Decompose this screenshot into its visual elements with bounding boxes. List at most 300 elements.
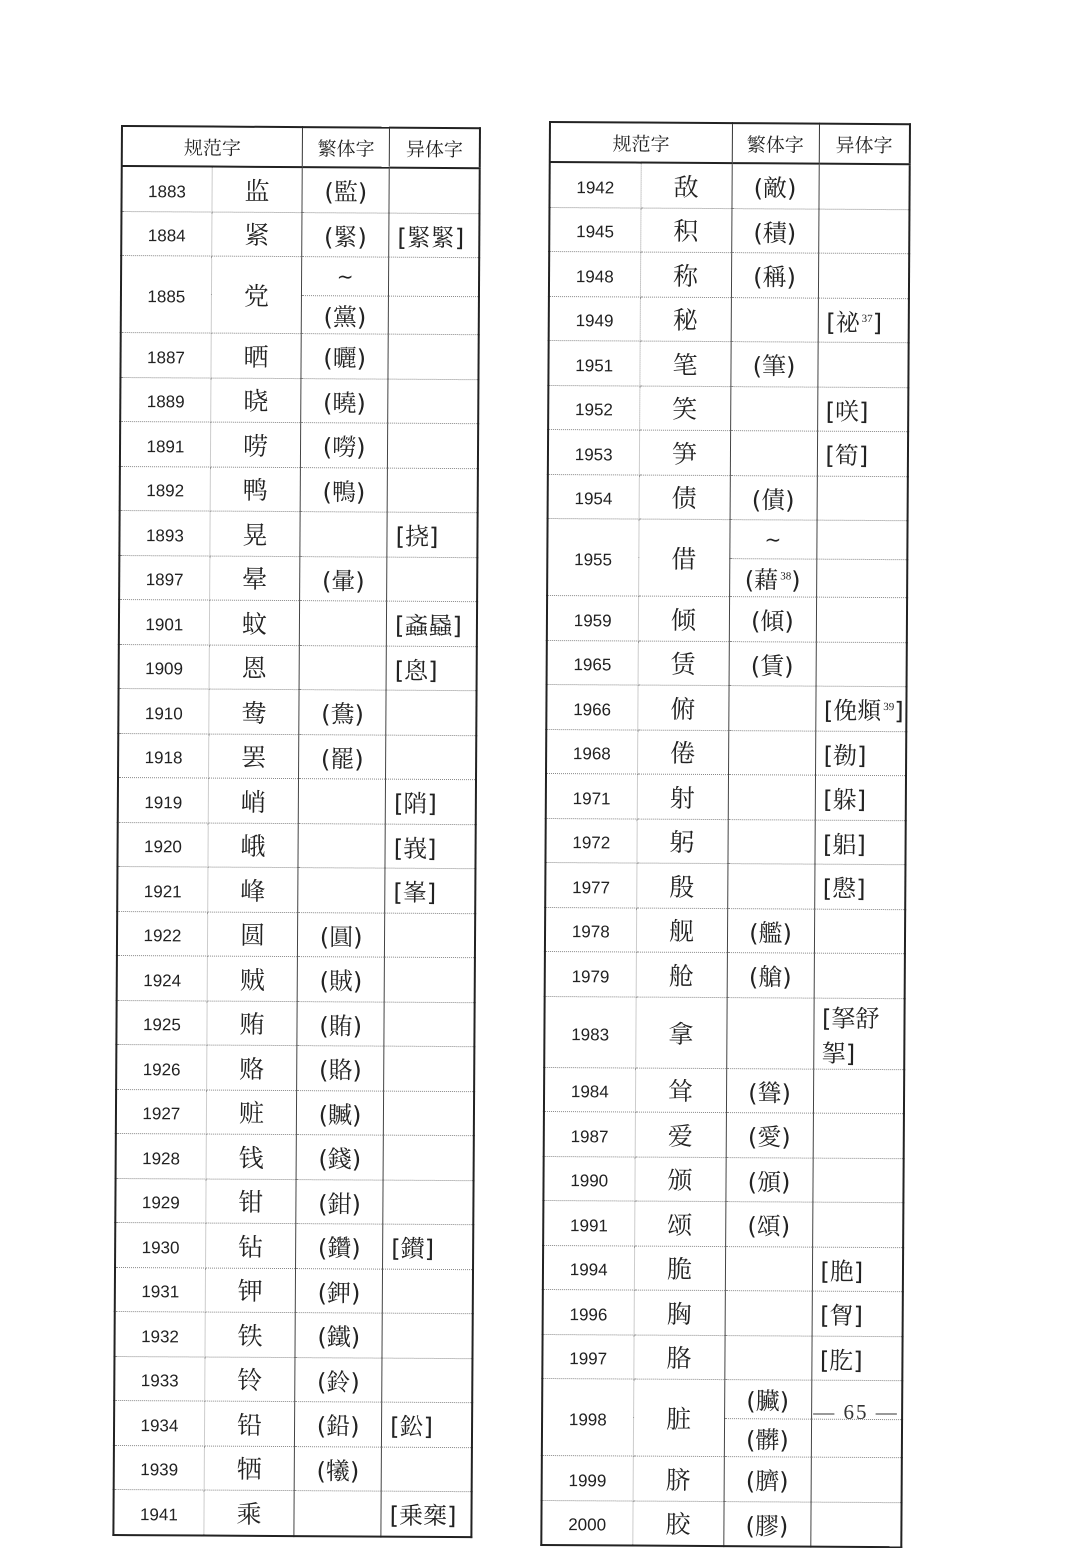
variant-chars	[383, 1180, 474, 1225]
character-table-left	[112, 125, 481, 1538]
variant-chars: [緊緊]	[389, 213, 480, 258]
entry-number: 1921	[117, 866, 208, 911]
standard-char: 笑	[639, 386, 730, 431]
traditional-char	[728, 686, 815, 731]
traditional-char	[728, 775, 815, 820]
standard-char: 赃	[206, 1090, 297, 1135]
variant-chars: [脃]	[812, 1247, 903, 1292]
entry-number: 1996	[543, 1289, 634, 1334]
entry-number: 1930	[115, 1222, 206, 1267]
table-row	[548, 385, 908, 432]
standard-char: 晕	[209, 556, 300, 601]
traditional-char: (頌)	[725, 1202, 812, 1247]
cell-text: [祕	[826, 308, 860, 337]
table-body-left	[113, 166, 479, 1537]
standard-char: 胸	[634, 1290, 725, 1335]
variant-chars	[812, 1202, 903, 1247]
entry-number: 1918	[118, 733, 209, 778]
standard-char: 脐	[633, 1456, 724, 1501]
table-row	[114, 1400, 472, 1447]
variant-chars: [胷]	[812, 1291, 903, 1336]
traditional-char	[299, 645, 386, 690]
traditional-char: (稱)	[731, 253, 818, 298]
traditional-char: (鉛)	[295, 1402, 382, 1447]
entry-number: 1968	[546, 729, 637, 774]
header-variant: 异体字	[819, 124, 910, 165]
header-traditional: 繁体字	[302, 127, 389, 168]
table-row	[549, 252, 909, 299]
table-row	[549, 296, 909, 343]
variant-chars	[388, 334, 479, 379]
traditional-char: (鑽)	[296, 1224, 383, 1269]
variant-chars: [螡蟁]	[386, 601, 477, 646]
variant-chars	[384, 1046, 475, 1091]
table-body-right	[541, 162, 909, 1547]
traditional-char: (積)	[731, 208, 818, 253]
standard-char: 赁	[638, 641, 729, 686]
traditional-char	[729, 558, 816, 597]
standard-char: 舱	[636, 952, 727, 997]
variant-chars	[381, 1447, 472, 1492]
variant-chars	[810, 1502, 901, 1548]
variant-chars	[382, 1313, 473, 1358]
traditional-char: (鉀)	[295, 1268, 382, 1313]
traditional-char: ~	[302, 257, 389, 296]
variant-chars: [恖]	[386, 646, 477, 691]
variant-chars: [躲]	[815, 775, 906, 820]
table-row	[120, 377, 478, 424]
standard-char: 贿	[207, 1001, 298, 1046]
standard-char: 钾	[205, 1268, 296, 1313]
standard-char: 圆	[207, 912, 298, 957]
standard-char: 牺	[204, 1446, 295, 1491]
entry-number: 1929	[115, 1178, 206, 1223]
traditional-char: (鴦)	[299, 690, 386, 735]
variant-chars	[817, 476, 908, 521]
traditional-char	[725, 1291, 812, 1336]
standard-char: 脏	[633, 1379, 724, 1457]
entry-number: 1884	[121, 211, 212, 256]
variant-chars	[382, 1358, 473, 1403]
table-row	[116, 1133, 474, 1180]
table-row	[114, 1356, 472, 1403]
traditional-char: (鐵)	[295, 1313, 382, 1358]
table-row	[118, 777, 476, 824]
entry-number: 1954	[548, 474, 639, 519]
entry-number: 1922	[117, 911, 208, 956]
variant-chars: [峯]	[385, 868, 476, 913]
page-number: — 65 —	[813, 1400, 899, 1424]
variant-chars	[813, 1069, 904, 1114]
header-variant: 异体字	[389, 128, 480, 169]
standard-char: 倦	[637, 730, 728, 775]
standard-char: 监	[212, 167, 303, 213]
table-row	[544, 996, 904, 1069]
standard-char: 俯	[637, 685, 728, 730]
cell-text: (藉	[744, 565, 779, 595]
traditional-char: (髒)	[724, 1418, 811, 1457]
standard-char: 颂	[634, 1201, 725, 1246]
entry-number: 1948	[549, 252, 640, 297]
standard-char: 赂	[206, 1045, 297, 1090]
variant-chars: [筍]	[817, 431, 908, 476]
standard-char: 射	[637, 774, 728, 819]
variant-chars	[816, 597, 907, 642]
standard-char: 鸭	[210, 467, 301, 512]
traditional-char	[726, 997, 813, 1069]
traditional-char: (頒)	[725, 1157, 812, 1202]
table-row	[120, 422, 478, 469]
standard-char: 蚊	[209, 600, 300, 645]
traditional-char: (臍)	[724, 1457, 811, 1502]
table-row	[546, 729, 906, 776]
variant-chars	[383, 1135, 474, 1180]
entry-number: 1885	[121, 256, 212, 334]
table-header	[550, 122, 910, 164]
variant-chars	[384, 1002, 475, 1047]
standard-char: 躬	[636, 819, 727, 864]
variant-chars	[814, 909, 905, 954]
table-row	[121, 256, 479, 297]
table-row	[116, 1089, 474, 1136]
traditional-char	[298, 779, 385, 824]
entry-number: 1925	[116, 1000, 207, 1045]
variant-chars	[818, 298, 909, 343]
footnote-marker: 38	[780, 570, 792, 583]
table-row	[544, 1111, 904, 1158]
traditional-char	[298, 823, 385, 868]
table-row	[547, 518, 907, 559]
table-row	[548, 341, 908, 388]
variant-chars	[816, 520, 907, 559]
entry-number: 1910	[118, 688, 209, 733]
standard-char: 峰	[208, 867, 299, 912]
table-row	[543, 1289, 903, 1336]
entry-number: 1883	[121, 166, 212, 212]
traditional-char: ~	[729, 520, 816, 559]
entry-number: 1972	[545, 818, 636, 863]
table-row	[120, 466, 478, 513]
standard-char: 钻	[205, 1223, 296, 1268]
table-row	[543, 1200, 903, 1247]
traditional-char: (聳)	[726, 1068, 813, 1113]
variant-chars	[388, 296, 479, 335]
traditional-char: (臟)	[724, 1380, 811, 1419]
standard-char: 钳	[206, 1179, 297, 1224]
table-row	[121, 211, 479, 258]
table-row	[115, 1222, 473, 1269]
traditional-char: (鴨)	[300, 467, 387, 512]
footnote-marker: 37	[861, 312, 873, 325]
traditional-char: (賄)	[297, 1001, 384, 1046]
variant-chars	[382, 1269, 473, 1314]
variant-chars	[818, 164, 909, 210]
table-row	[119, 599, 477, 646]
entry-number: 1966	[546, 684, 637, 729]
standard-char: 峭	[208, 778, 299, 823]
traditional-char	[730, 431, 817, 476]
traditional-char: (鉗)	[296, 1179, 383, 1224]
variant-chars: [乗椉]	[389, 1501, 457, 1531]
variant-chars	[384, 957, 475, 1002]
standard-char: 舰	[636, 908, 727, 953]
traditional-char: (黨)	[301, 295, 388, 334]
variant-chars: [肐]	[811, 1336, 902, 1381]
character-table-right	[540, 121, 911, 1548]
traditional-char: (曉)	[301, 378, 388, 423]
table-row	[116, 1000, 474, 1047]
table-row	[114, 1311, 472, 1358]
entry-number: 1983	[544, 996, 635, 1068]
entry-number: 1897	[119, 555, 210, 600]
table-row	[543, 1245, 903, 1292]
table-row	[119, 510, 477, 557]
table-row	[115, 1178, 473, 1225]
standard-char: 秘	[640, 297, 731, 342]
table-row	[119, 644, 477, 691]
table-row	[542, 1334, 902, 1381]
entry-number: 1928	[116, 1133, 207, 1178]
standard-char: 党	[211, 256, 302, 334]
table-row	[542, 1455, 902, 1502]
variant-chars: [咲]	[817, 387, 908, 432]
table-row	[541, 1500, 901, 1547]
table-row	[547, 640, 907, 687]
traditional-char: (贓)	[296, 1090, 383, 1135]
standard-char: 殷	[636, 863, 727, 908]
entry-number: 1920	[117, 822, 208, 867]
table-row	[547, 595, 907, 642]
traditional-char	[294, 1491, 381, 1537]
standard-char: 拿	[635, 997, 726, 1069]
header-standard: 规范字	[550, 122, 732, 163]
variant-chars	[811, 1457, 902, 1502]
footnote-marker: 39	[883, 701, 895, 714]
traditional-char: (艙)	[727, 953, 814, 998]
standard-char: 晒	[211, 333, 302, 378]
traditional-char	[725, 1246, 812, 1291]
standard-char: 脆	[634, 1246, 725, 1291]
traditional-char: (膠)	[723, 1501, 810, 1547]
entry-number: 1978	[545, 907, 636, 952]
entry-number: 2000	[541, 1500, 632, 1546]
variant-chars	[816, 559, 907, 598]
traditional-char: (傾)	[729, 597, 816, 642]
entry-number: 1994	[543, 1245, 634, 1290]
variant-chars	[815, 686, 906, 731]
table-row	[117, 955, 475, 1002]
traditional-char	[728, 730, 815, 775]
table-header	[122, 126, 480, 168]
traditional-char	[730, 386, 817, 431]
variant-chars	[385, 913, 476, 958]
standard-char: 敌	[640, 163, 731, 209]
variant-chars: [鈆]	[382, 1402, 473, 1447]
entry-number: 1901	[119, 599, 210, 644]
standard-char: 鸯	[209, 689, 300, 734]
standard-char: 胶	[632, 1501, 723, 1547]
traditional-char: (嘮)	[301, 423, 388, 468]
standard-char: 耸	[635, 1068, 726, 1113]
standard-char: 唠	[210, 422, 301, 467]
entry-number: 1887	[120, 333, 211, 378]
entry-number: 1987	[544, 1111, 635, 1156]
table-row	[545, 818, 905, 865]
variant-chars: [鑚]	[383, 1224, 474, 1269]
entry-number: 1949	[549, 296, 640, 341]
entry-number: 1955	[547, 518, 638, 596]
table-row	[115, 1267, 473, 1314]
variant-chars	[816, 642, 907, 687]
standard-char: 债	[639, 475, 730, 520]
cell-text-end: )	[791, 566, 801, 595]
header-traditional: 繁体字	[732, 123, 819, 164]
cell-text-end: ]	[894, 697, 904, 726]
entry-number: 1941	[113, 1489, 204, 1535]
table-row	[119, 555, 477, 602]
variant-chars	[386, 735, 477, 780]
variant-chars	[383, 1091, 474, 1136]
table-row	[545, 951, 905, 998]
variant-chars	[818, 209, 909, 254]
traditional-char: (圓)	[298, 912, 385, 957]
traditional-char	[299, 601, 386, 646]
standard-char: 称	[640, 252, 731, 297]
traditional-char: (敵)	[731, 163, 818, 209]
variant-chars	[387, 557, 478, 602]
variant-chars: [峩]	[385, 824, 476, 869]
variant-chars	[389, 257, 480, 296]
traditional-char: (曬)	[301, 334, 388, 379]
table-row	[546, 684, 906, 731]
variant-chars	[386, 690, 477, 735]
traditional-char: (犧)	[294, 1446, 381, 1491]
entry-number: 1998	[542, 1378, 633, 1456]
entry-number: 1979	[545, 951, 636, 996]
traditional-char: (賃)	[729, 641, 816, 686]
table-row	[546, 773, 906, 820]
entry-number: 1951	[548, 341, 639, 386]
entry-number: 1959	[547, 595, 638, 640]
variant-chars: [勌]	[815, 731, 906, 776]
variant-chars: [拏舒挐]	[813, 998, 904, 1070]
table-row	[118, 733, 476, 780]
entry-number: 1952	[548, 385, 639, 430]
entry-number: 1892	[120, 466, 211, 511]
entry-number: 1909	[119, 644, 210, 689]
standard-char: 晃	[210, 511, 301, 556]
traditional-char: (暈)	[300, 556, 387, 601]
entry-number: 1926	[116, 1044, 207, 1089]
entry-number: 1934	[114, 1400, 205, 1445]
standard-char: 钱	[206, 1134, 297, 1179]
standard-char: 罢	[208, 734, 299, 779]
standard-char: 倾	[638, 596, 729, 641]
entry-number: 1889	[120, 377, 211, 422]
table-row	[116, 1044, 474, 1091]
table-row	[545, 907, 905, 954]
traditional-char: (債)	[730, 475, 817, 520]
traditional-char: (監)	[302, 167, 389, 213]
standard-char: 恩	[209, 645, 300, 690]
cell-text-end: ]	[872, 308, 883, 337]
entry-number: 1971	[546, 773, 637, 818]
cell-text: [俛頫	[823, 696, 882, 726]
traditional-char	[300, 512, 387, 557]
entry-number: 1942	[549, 162, 640, 208]
entry-number: 1997	[542, 1334, 633, 1379]
traditional-char	[298, 868, 385, 913]
table-row	[117, 866, 475, 913]
variant-chars: [躳]	[814, 820, 905, 865]
variant-chars	[388, 423, 479, 468]
standard-char: 紧	[212, 212, 303, 257]
variant-chars	[813, 1113, 904, 1158]
entry-number: 1977	[545, 862, 636, 907]
table-row	[118, 688, 476, 735]
variant-chars	[818, 253, 909, 298]
standard-char: 胳	[633, 1335, 724, 1380]
entry-number: 1931	[115, 1267, 206, 1312]
standard-char: 笋	[639, 430, 730, 475]
table-row	[543, 1156, 903, 1203]
standard-char: 笔	[639, 341, 730, 386]
entry-number: 1939	[114, 1445, 205, 1490]
variant-chars	[387, 468, 478, 513]
traditional-char: (愛)	[726, 1113, 813, 1158]
traditional-char: (罷)	[299, 734, 386, 779]
standard-char: 峨	[208, 823, 299, 868]
variant-chars	[817, 342, 908, 387]
variant-chars: [慇]	[814, 864, 905, 909]
variant-chars	[812, 1158, 903, 1203]
table-row	[548, 474, 908, 521]
table-row	[544, 1067, 904, 1114]
table-row	[549, 162, 909, 209]
standard-char: 铁	[205, 1312, 296, 1357]
variant-chars: [陗]	[385, 779, 476, 824]
entry-number: 1924	[117, 955, 208, 1000]
standard-char: 贼	[207, 956, 298, 1001]
standard-char: 晓	[211, 378, 302, 423]
table-row	[117, 911, 475, 958]
table-row	[121, 166, 479, 213]
standard-char: 乘	[204, 1490, 295, 1536]
variant-chars	[389, 168, 480, 214]
traditional-char: (緊)	[302, 212, 389, 257]
table-row	[113, 1489, 471, 1536]
traditional-char: (筆)	[730, 342, 817, 387]
variant-chars	[388, 379, 479, 424]
entry-number: 1945	[549, 207, 640, 252]
standard-char: 铃	[205, 1357, 296, 1402]
traditional-char	[727, 819, 814, 864]
entry-number: 1933	[114, 1356, 205, 1401]
standard-char: 铅	[204, 1401, 295, 1446]
traditional-char: (賊)	[297, 957, 384, 1002]
standard-char: 爱	[635, 1112, 726, 1157]
table-row	[549, 207, 909, 254]
table-row	[117, 822, 475, 869]
entry-number: 1891	[120, 422, 211, 467]
table-row	[548, 430, 908, 477]
entry-number: 1999	[542, 1455, 633, 1500]
standard-char: 借	[638, 519, 729, 597]
traditional-char: (錢)	[296, 1135, 383, 1180]
standard-char: 颁	[634, 1157, 725, 1202]
traditional-char: (艦)	[727, 908, 814, 953]
entry-number: 1984	[544, 1067, 635, 1112]
